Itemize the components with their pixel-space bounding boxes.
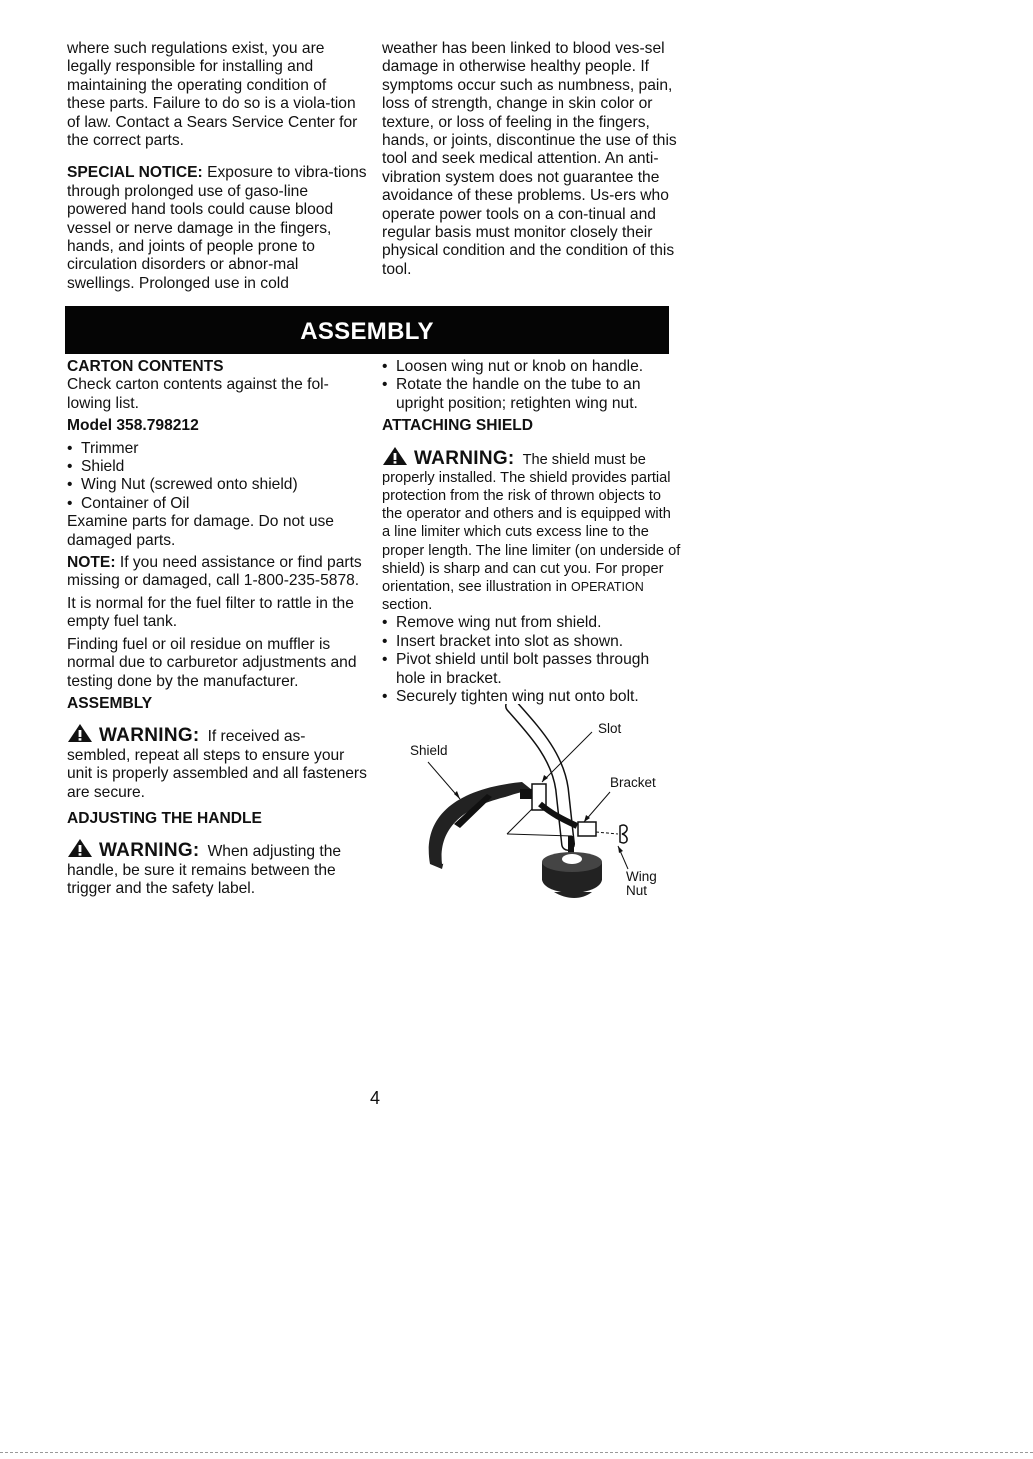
list-item: • Shield — [67, 458, 367, 476]
assembly-warning-text: If received as-sembled, repeat all steps to ensure your unit is properly assembled and all fasteners are secure. — [67, 728, 367, 801]
list-item: • Securely tighten wing nut onto bolt. — [382, 688, 682, 706]
list-item: • Container of Oil — [67, 495, 367, 513]
handle-warning-text: When adjusting the handle, be sure it remains between the trigger and the safety label. — [67, 843, 342, 898]
note-label: NOTE: — [67, 554, 116, 572]
special-notice-label: SPECIAL NOTICE: — [67, 164, 203, 182]
shield-steps-list — [382, 614, 682, 706]
special-notice-paragraph — [67, 164, 367, 293]
residue-text: Finding fuel or oil residue on muffler is normal due to carburetor adjustments and testing done by the manufacturer. — [67, 635, 357, 690]
shield-warning-end: section. — [382, 597, 433, 614]
intro-column-right — [382, 40, 682, 279]
assembly-warning — [67, 723, 367, 802]
note-text: If you need assistance or find parts missing or damaged, call 1-800-235-5878. — [67, 554, 362, 590]
warning-label: WARNING: — [99, 725, 200, 747]
assembly-heading: ASSEMBLY — [67, 694, 153, 712]
bottom-divider — [0, 1452, 1033, 1454]
note-paragraph — [67, 554, 367, 591]
carton-contents-text: Check carton contents against the fol-lowing list. — [67, 376, 329, 412]
section-banner: ASSEMBLY — [65, 306, 669, 354]
vibration-paragraph: weather has been linked to blood ves-sel damage in otherwise healthy people. If symptoms occur such as numbness, pain, loss of strength, change in skin color or texture, or loss of feeling in the fingers, hands, or joints, discontinue the use of this tool and seek medical attention. An anti-vibration system does not guarantee the avoidance of these problems. Us-ers who operate power tools on a con-tinual and regular basis must monitor closely their physical condition and the condition of this tool. — [382, 40, 677, 278]
intro-column-left — [67, 40, 367, 293]
list-item: • Pivot shield until bolt passes through hole in bracket. — [382, 651, 682, 688]
warning-triangle-icon — [67, 838, 93, 858]
adjusting-handle-heading: ADJUSTING THE HANDLE — [67, 809, 262, 827]
special-notice-text: Exposure to vibra-tions through prolonged use of gaso-line powered hand tools could cause blood vessel or nerve damage in the fingers, hands, and joints of people prone to circulation disorders or abnor-mal swellings. Prolonged use in cold — [67, 164, 367, 292]
model-number: Model 358.798212 — [67, 417, 199, 435]
list-item: • Wing Nut (screwed onto shield) — [67, 476, 367, 494]
slot-label: Slot — [598, 721, 622, 736]
regulations-paragraph: where such regulations exist, you are legally responsible for installing and maintaining the operating condition of these parts. Failure to do so is a viola-tion of law. Contact a Sears Service Center for the correct parts. — [67, 40, 358, 150]
list-item: • Loosen wing nut or knob on handle. — [382, 358, 682, 376]
shield-label: Shield — [410, 743, 448, 758]
warning-label: WARNING: — [414, 447, 515, 469]
bracket-label: Bracket — [610, 775, 656, 790]
shield-warning — [382, 446, 682, 615]
page-number: 4 — [370, 1088, 381, 1108]
assembly-column-left — [67, 358, 367, 899]
wing-label: Wing — [626, 869, 657, 884]
examine-parts-text: Examine parts for damage. Do not use damaged parts. — [67, 513, 334, 549]
shield-warning-text: The shield must be properly installed. The shield provides partial protection from the risk of thrown objects to the operator and others and is equipped with a line limiter which cuts excess line to the proper length. The line limiter (on underside of shield) is sharp and can cut you. For proper orientation, see illustration in — [382, 451, 681, 596]
warning-label: WARNING: — [99, 840, 200, 862]
carton-item-list — [67, 440, 367, 514]
attaching-shield-heading: ATTACHING SHIELD — [382, 417, 534, 435]
assembly-column-right — [382, 358, 682, 706]
warning-triangle-icon — [382, 446, 408, 466]
list-item: • Rotate the handle on the tube to an upright position; retighten wing nut. — [382, 376, 682, 413]
warning-triangle-icon — [67, 723, 93, 743]
list-item: • Trimmer — [67, 440, 367, 458]
list-item: • Remove wing nut from shield. — [382, 614, 682, 632]
shield-assembly-illustration — [382, 704, 682, 924]
nut-label: Nut — [626, 883, 648, 898]
handle-steps-list — [382, 358, 682, 413]
fuel-filter-text: It is normal for the fuel filter to rattle in the empty fuel tank. — [67, 594, 354, 631]
operation-reference: OPERATION — [571, 580, 644, 595]
carton-contents-heading: CARTON CONTENTS — [67, 358, 224, 375]
list-item: • Insert bracket into slot as shown. — [382, 633, 682, 651]
handle-warning — [67, 838, 367, 898]
